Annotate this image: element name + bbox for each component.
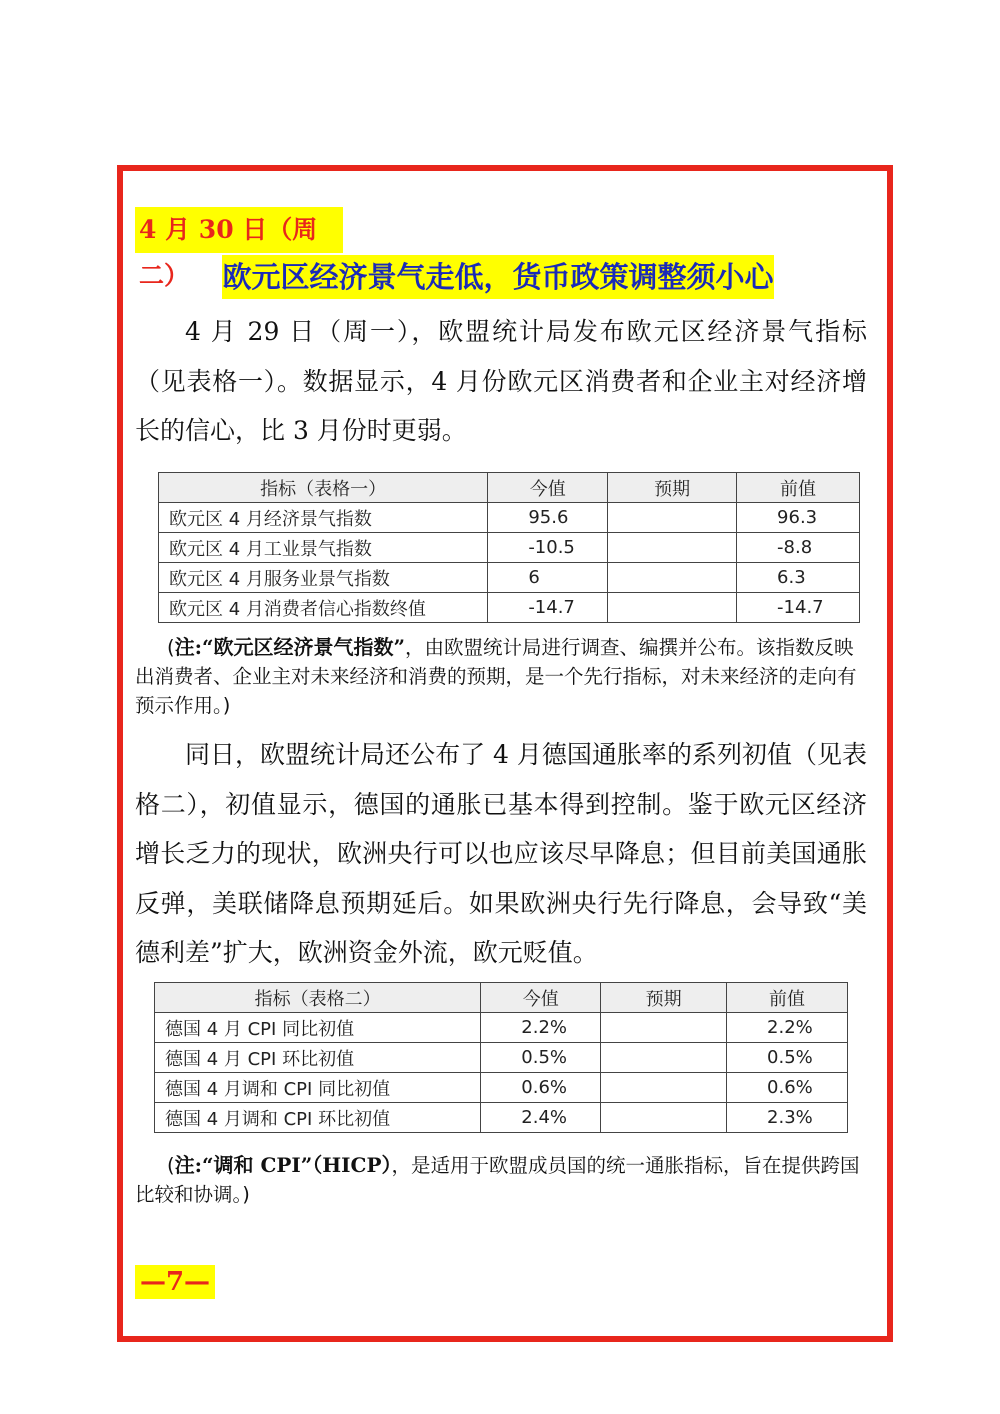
table-row bbox=[155, 1103, 848, 1133]
table-row bbox=[155, 1043, 848, 1073]
table-row bbox=[155, 1013, 848, 1043]
expected-value bbox=[608, 533, 737, 563]
expected-value bbox=[608, 593, 737, 623]
expected-value bbox=[601, 1073, 727, 1103]
current-value: 2.2% bbox=[481, 1013, 601, 1043]
table-row bbox=[159, 563, 860, 593]
previous-value: 0.5% bbox=[727, 1043, 848, 1073]
table-header-cell: 今值 bbox=[481, 983, 601, 1013]
previous-value: -14.7 bbox=[737, 593, 860, 623]
indicator-name: 欧元区 4 月消费者信心指数终值 bbox=[159, 593, 488, 623]
table-note-1: (注:“欧元区经济景气指数”，由欧盟统计局进行调查、编撰并公布。该指数反映出消费者、企业主对未来经济和消费的预期，是一个先行指标，对未来经济的走向有预示作用。) bbox=[135, 635, 857, 717]
expected-value bbox=[608, 503, 737, 533]
table-header-row bbox=[155, 983, 848, 1013]
indicator-name: 欧元区 4 月经济景气指数 bbox=[159, 503, 488, 533]
indicator-table-2 bbox=[154, 982, 848, 1133]
table-header-cell: 今值 bbox=[488, 473, 608, 503]
table-header-row bbox=[159, 473, 860, 503]
expected-value bbox=[601, 1013, 727, 1043]
previous-value: 2.3% bbox=[727, 1103, 848, 1133]
note-term: “调和 CPI”（HICP） bbox=[202, 1153, 392, 1177]
note-label: 注: bbox=[174, 635, 202, 659]
previous-value: 0.6% bbox=[727, 1073, 848, 1103]
note-text: ，由欧盟统计局进行调查、编撰并公布。 bbox=[405, 636, 757, 659]
current-value: 6 bbox=[488, 563, 608, 593]
note-term: “欧元区经济景气指数” bbox=[202, 635, 406, 659]
expected-value bbox=[608, 563, 737, 593]
table-header-cell: 指标（表格一） bbox=[159, 473, 488, 503]
table-row bbox=[159, 533, 860, 563]
indicator-name: 欧元区 4 月服务业景气指数 bbox=[159, 563, 488, 593]
previous-value: -8.8 bbox=[737, 533, 860, 563]
previous-value: 6.3 bbox=[737, 563, 860, 593]
expected-value bbox=[601, 1103, 727, 1133]
current-value: 95.6 bbox=[488, 503, 608, 533]
table-header-cell: 预期 bbox=[601, 983, 727, 1013]
indicator-name: 德国 4 月 CPI 同比初值 bbox=[155, 1013, 481, 1043]
current-value: 0.5% bbox=[481, 1043, 601, 1073]
table-note-2: (注:“调和 CPI”（HICP），是适用于欧盟成员国的统一通胀指标，旨在提供跨国比较和协调。) bbox=[135, 1153, 860, 1206]
current-value: 2.4% bbox=[481, 1103, 601, 1133]
table-row bbox=[155, 1073, 848, 1103]
paragraph-inflation: 同日，欧盟统计局还公布了 4 月德国通胀率的系列初值（见表格二），初值显示，德国的通胀已基本得到控制。鉴于欧元区经济增长乏力的现状，欧洲央行可以也应该尽早降息；但目前美国通胀反弹，美联储降息预期延后。如果欧洲央行先行降息，会导致“美德利差”扩大，欧洲资金外流，欧元贬值。 bbox=[135, 740, 867, 967]
table-header-cell: 前值 bbox=[727, 983, 848, 1013]
table-header-cell: 预期 bbox=[608, 473, 737, 503]
page-number: —7— bbox=[135, 1265, 215, 1299]
note-text-rest: 该指数反映出消费者、企业主对未来经济和消费的预期，是一个先行指标，对未来经济的走向有预示作用。) bbox=[135, 636, 857, 717]
previous-value: 96.3 bbox=[737, 503, 860, 533]
previous-value: 2.2% bbox=[727, 1013, 848, 1043]
current-value: -14.7 bbox=[488, 593, 608, 623]
table-row bbox=[159, 503, 860, 533]
table-header-cell: 前值 bbox=[737, 473, 860, 503]
indicator-table-1 bbox=[158, 472, 860, 623]
table-header-cell: 指标（表格二） bbox=[155, 983, 481, 1013]
indicator-name: 欧元区 4 月工业景气指数 bbox=[159, 533, 488, 563]
expected-value bbox=[601, 1043, 727, 1073]
note-text: ，是适用于欧盟成员国的统一通胀指标，旨在提供跨国比较和协调。) bbox=[135, 1154, 860, 1206]
paragraph-intro: 4 月 29 日（周一），欧盟统计局发布欧元区经济景气指标（见表格一）。数据显示，4 月份欧元区消费者和企业主对经济增长的信心，比 3 月份时更弱。 bbox=[135, 317, 867, 445]
indicator-name: 德国 4 月调和 CPI 同比初值 bbox=[155, 1073, 481, 1103]
date-heading: 4 月 30 日（周二） bbox=[135, 207, 343, 253]
note-label: 注: bbox=[174, 1153, 202, 1177]
current-value: -10.5 bbox=[488, 533, 608, 563]
table-row bbox=[159, 593, 860, 623]
article-headline: 欧元区经济景气走低，货币政策调整须小心 bbox=[222, 255, 774, 299]
indicator-name: 德国 4 月调和 CPI 环比初值 bbox=[155, 1103, 481, 1133]
indicator-name: 德国 4 月 CPI 环比初值 bbox=[155, 1043, 481, 1073]
current-value: 0.6% bbox=[481, 1073, 601, 1103]
